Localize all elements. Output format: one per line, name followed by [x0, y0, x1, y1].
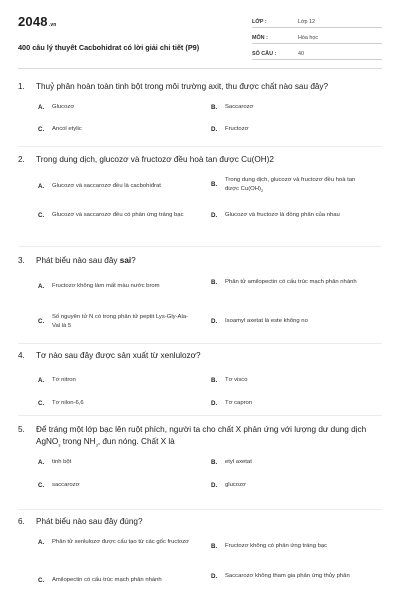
- option-text: Tơ nilon-6,6: [52, 399, 84, 406]
- option-c[interactable]: [38, 576, 192, 585]
- option-text: Saccarozơ không tham gia phản ứng thủy phân: [225, 572, 350, 579]
- logo-text: 2048: [18, 14, 48, 29]
- meta-value: Hóa học: [298, 35, 319, 41]
- option-text: Tơ nitron: [52, 376, 76, 383]
- question-separator: [18, 415, 382, 416]
- option-key: B.: [211, 181, 218, 188]
- question-separator: [18, 146, 382, 147]
- option-key: D.: [211, 482, 218, 489]
- question-2: [18, 154, 382, 219]
- document-header: [18, 12, 382, 60]
- question-body-main: Để tráng một lớp bạc lên ruột phích, người ta cho chất X phản ứng với lượng dư dung dịch AgNO: [36, 425, 367, 446]
- option-a[interactable]: [38, 103, 192, 112]
- question-body-end: ?: [131, 256, 136, 265]
- option-key: C.: [38, 399, 45, 407]
- option-c[interactable]: [38, 481, 192, 490]
- option-key: B.: [211, 459, 218, 466]
- option-key: D.: [211, 399, 218, 407]
- option-c[interactable]: [38, 399, 192, 408]
- option-key: B.: [211, 542, 218, 550]
- option-b[interactable]: [211, 103, 365, 112]
- question-body: Tơ nào sau đây được sản xuất từ xenlulozơ?: [36, 351, 201, 360]
- option-text: Tơ capron: [225, 399, 253, 406]
- option-d[interactable]: [211, 399, 365, 408]
- question-body: [36, 255, 382, 267]
- option-b[interactable]: [211, 278, 365, 287]
- option-key: C.: [38, 211, 45, 219]
- option-text: Ancol etylic: [52, 125, 82, 132]
- option-key: A.: [38, 376, 45, 384]
- subscript: 3: [95, 442, 98, 448]
- meta-value: Lớp 12: [298, 19, 316, 25]
- question-text: [18, 154, 382, 166]
- question-1: [18, 81, 382, 133]
- question-4: [18, 350, 382, 407]
- question-text: [18, 516, 382, 528]
- option-d[interactable]: [211, 317, 365, 326]
- option-a[interactable]: [38, 376, 192, 385]
- question-3: [18, 255, 382, 329]
- question-body-mid: trong NH: [60, 436, 96, 446]
- option-b[interactable]: [211, 458, 365, 467]
- question-body: [36, 424, 382, 447]
- question-separator: [18, 246, 382, 247]
- option-key: D.: [211, 125, 218, 133]
- question-body: Phát biểu nào sau đây đúng?: [36, 517, 143, 526]
- option-text: Fructozơ không làm mất màu nước brom: [52, 282, 160, 289]
- option-text: Phân tử xenlulozơ được cấu tạo từ các gốc fructozơ: [52, 538, 190, 545]
- question-text: [18, 255, 382, 267]
- option-text: Glucozơ và saccarozơ đều có phản ứng tráng bạc: [52, 211, 184, 218]
- option-text: Isoamyl axetat là este không no: [225, 317, 308, 324]
- option-key: D.: [211, 211, 218, 219]
- option-c[interactable]: [38, 313, 192, 331]
- question-text: [18, 424, 382, 447]
- option-key: D.: [211, 317, 218, 325]
- meta-row-count: [252, 44, 382, 60]
- option-key: D.: [211, 572, 218, 580]
- meta-row-class: [252, 12, 382, 28]
- option-b[interactable]: [211, 542, 365, 551]
- option-text: Fructozơ: [225, 125, 249, 132]
- option-key: A.: [38, 182, 45, 190]
- option-b[interactable]: [211, 376, 365, 385]
- meta-label: SỐ CÂU :: [252, 51, 277, 57]
- document-title: 400 câu lý thuyết Cacbohidrat có lời giải chi tiết (P9): [18, 43, 200, 52]
- option-key: A.: [38, 538, 45, 546]
- question-number: 5.: [18, 425, 25, 434]
- option-text: etyl axetat: [225, 459, 252, 465]
- option-text: Tơ visco: [225, 376, 248, 383]
- option-d[interactable]: [211, 572, 365, 581]
- option-d[interactable]: [211, 481, 365, 490]
- option-text: Glucozơ và fructozơ là đồng phân của nhau: [225, 211, 340, 218]
- option-text: tinh bột: [52, 459, 72, 465]
- meta-label: LỚP :: [252, 19, 267, 25]
- meta-label: MÔN :: [252, 35, 268, 41]
- option-text: Amilopectin có cấu trúc mạch phân nhánh: [52, 576, 162, 583]
- question-body: Trong dung dịch, glucozơ và fructozơ đều hoà tan được Cu(OH)2: [36, 155, 274, 164]
- question-number: 4.: [18, 351, 25, 360]
- option-key: B.: [211, 376, 218, 384]
- question-separator: [18, 343, 382, 344]
- subscript: 2: [260, 187, 264, 193]
- question-emphasis: sai: [119, 256, 132, 265]
- meta-value: 40: [298, 51, 304, 57]
- option-text: saccarozơ: [52, 482, 80, 488]
- option-text: Fructozơ không có phản ứng tráng bạc: [225, 542, 328, 549]
- question-body-main: Phát biểu nào sau đây: [36, 256, 120, 265]
- question-6: [18, 516, 382, 584]
- question-text: [18, 350, 382, 362]
- logo-tld: .vn: [48, 22, 57, 28]
- option-a[interactable]: [38, 282, 192, 291]
- meta-row-subject: [252, 28, 382, 44]
- option-a[interactable]: [38, 458, 192, 467]
- question-5: [18, 424, 382, 489]
- option-key: C.: [38, 576, 45, 584]
- option-text: Saccarozơ: [225, 103, 254, 110]
- question-body-end: , đun nóng. Chất X là: [97, 436, 175, 446]
- option-text: glucozơ: [225, 482, 246, 488]
- option-b[interactable]: [211, 176, 365, 194]
- option-text: Số nguyên tử N có trong phân tử peptit Lys-Gly-Ala-Val là 5: [52, 313, 189, 329]
- option-key: B.: [211, 278, 218, 286]
- option-text: Phân tử amilopectin có cấu trúc mạch phân nhánh: [225, 278, 357, 285]
- question-number: 3.: [18, 256, 25, 265]
- option-key: B.: [211, 103, 218, 111]
- option-key: C.: [38, 482, 45, 489]
- option-key: C.: [38, 125, 45, 133]
- question-body: Thuỷ phân hoàn toàn tinh bột trong môi trường axit, thu được chất nào sau đây?: [36, 82, 329, 91]
- option-text: [225, 176, 365, 194]
- option-key: A.: [38, 459, 45, 466]
- question-number: 6.: [18, 517, 25, 526]
- question-text: [18, 81, 382, 93]
- option-text: Glucozơ và saccarozơ đều là cacbohiđrat: [52, 182, 161, 189]
- question-separator: [18, 509, 382, 510]
- option-a[interactable]: [38, 538, 192, 547]
- question-number: 2.: [18, 155, 25, 164]
- document-meta: [252, 12, 382, 60]
- option-d[interactable]: [211, 125, 365, 134]
- option-c[interactable]: [38, 211, 192, 220]
- site-logo[interactable]: [18, 14, 57, 29]
- option-c[interactable]: [38, 125, 192, 134]
- subscript: 3: [58, 442, 61, 448]
- option-key: A.: [38, 282, 45, 290]
- option-a[interactable]: [38, 182, 192, 191]
- option-key: A.: [38, 103, 45, 111]
- option-d[interactable]: [211, 211, 365, 220]
- header-divider: [18, 68, 382, 69]
- option-key: C.: [38, 318, 45, 325]
- option-text-main: Trong dung dịch, glucozơ và fructozơ đều hoà tan được Cu(OH): [225, 176, 356, 192]
- question-number: 1.: [18, 82, 25, 91]
- option-text: Glucozơ: [52, 103, 75, 110]
